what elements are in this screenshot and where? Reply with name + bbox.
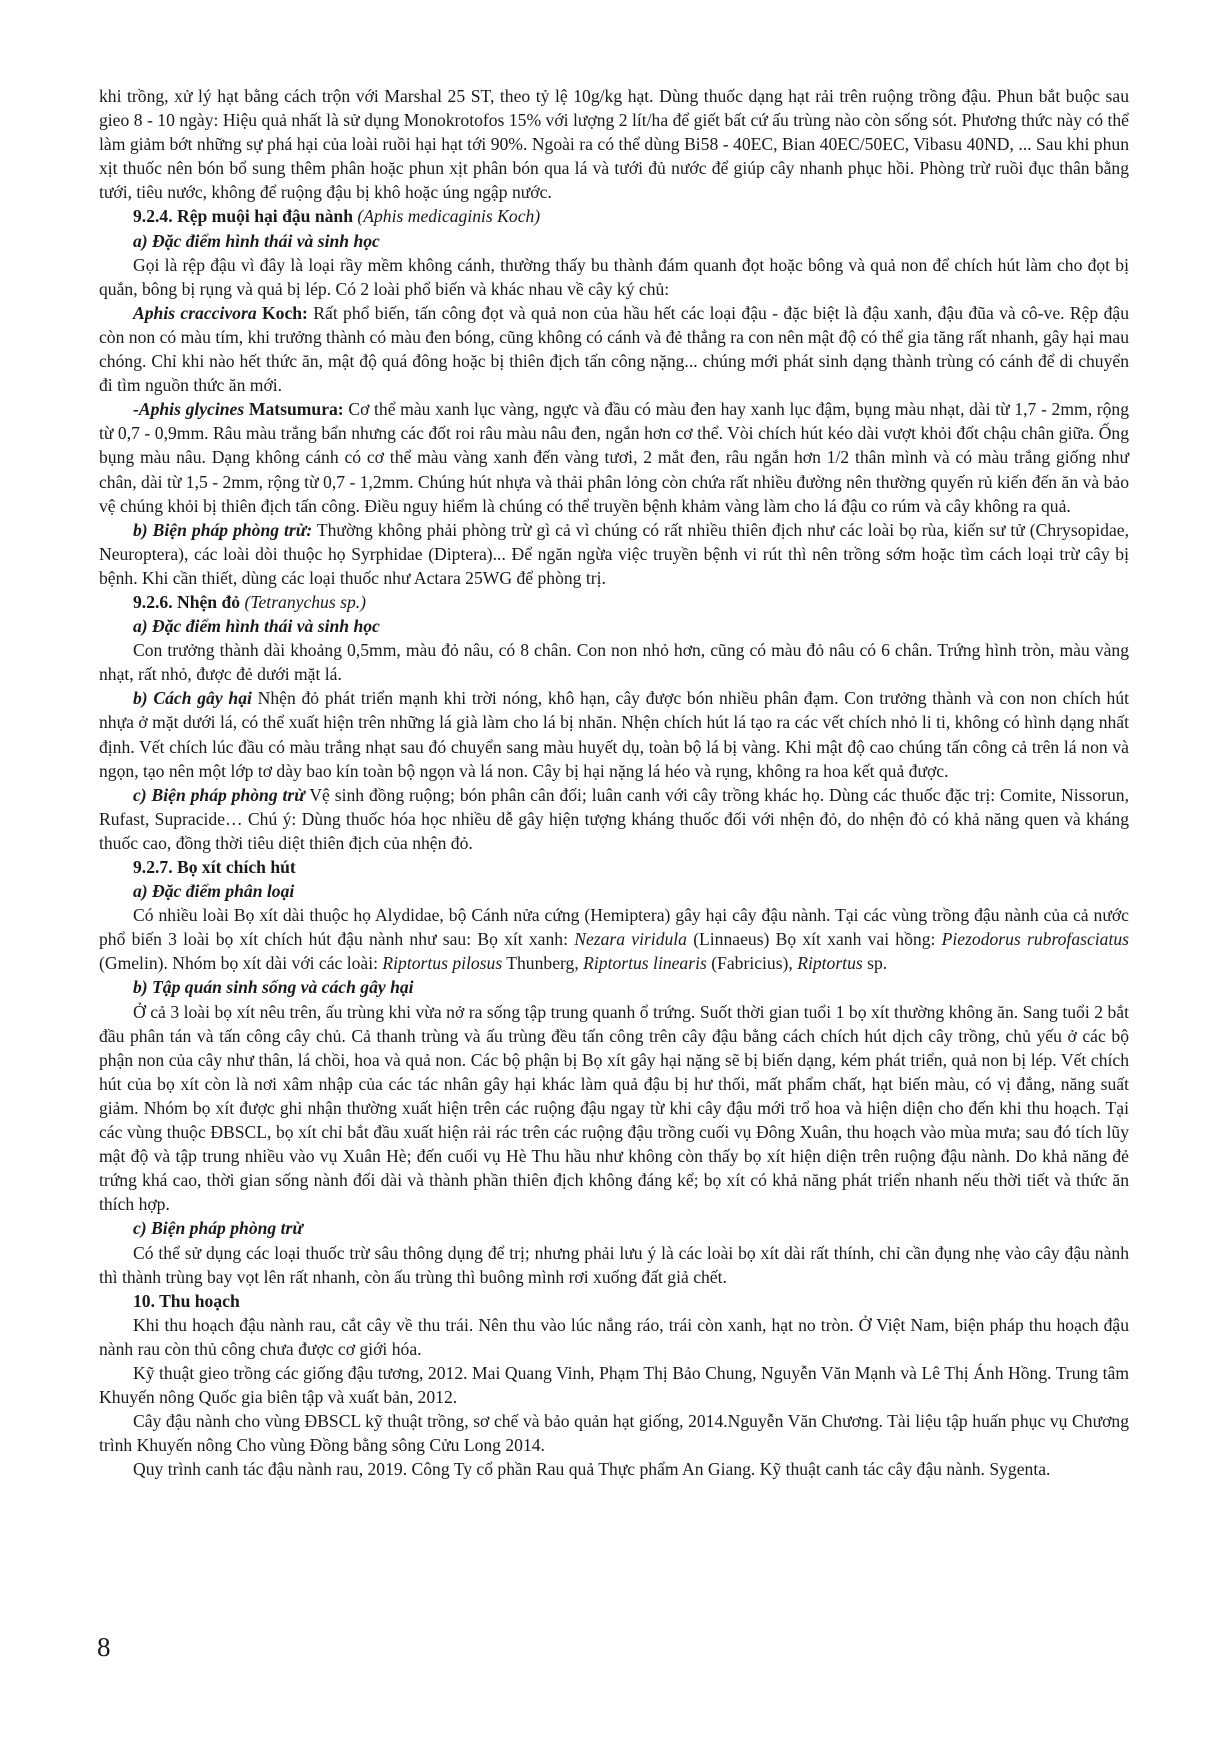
paragraph-lead: b) Cách gây hại	[133, 688, 252, 709]
reference-item: Quy trình canh tác đậu nành rau, 2019. Công Ty cổ phần Rau quả Thực phẩm An Giang. Kỹ thuật canh tác cây đậu nành. Sygenta.	[133, 1459, 1051, 1480]
reference-item: Kỹ thuật gieo trồng các giống đậu tương, 2012. Mai Quang Vinh, Phạm Thị Bảo Chung, Nguyễn Văn Mạnh và Lê Thị Ánh Hồng. Trung tâm Khuyến nông Quốc gia biên tập và xuất bản, 2012.	[99, 1362, 1129, 1408]
control-paragraph	[99, 783, 1129, 855]
species-name: -Aphis glycines	[133, 399, 245, 420]
subsection-title: c) Biện pháp phòng trừ	[133, 1218, 303, 1239]
section-heading-10: 10. Thu hoạch	[133, 1290, 240, 1311]
intro-paragraph: khi trồng, xử lý hạt bằng cách trộn với Marshal 25 ST, theo tỷ lệ 10g/kg hạt. Dùng thuốc dạng hạt rải trên ruộng trồng đậu. Phun bắt buộc sau gieo 8 - 10 ngày: Hiệu quả nhất là sử dụng Monokrotofos 15% với lượng 2 lít/ha để giết bất cứ ấu trùng nào còn sống sót. Phương thức này có thể làm giảm bớt những sự phá hại của loài ruồi hại hạt tới 90%. Ngoài ra có thể dùng Bi58 - 40EC, Bian 40EC/50EC, Vibasu 40ND, ... Sau khi phun xịt thuốc nên bón bổ sung thêm phân hoặc phun xịt phân bón qua lá và tưới đủ nước để giúp cây nhanh phục hồi. Phòng trừ ruồi đục thân bằng tưới, tiêu nước, không để ruộng đậu bị khô hoặc úng ngập nước.	[99, 86, 1129, 203]
body-paragraph: Con trưởng thành dài khoảng 0,5mm, màu đỏ nâu, có 8 chân. Con non nhỏ hơn, cũng có màu đỏ nâu có 6 chân. Trứng hình tròn, màu vàng nhạt, rất nhỏ, được đẻ dưới mặt lá.	[99, 640, 1129, 685]
body-paragraph: Có thể sử dụng các loại thuốc trừ sâu thông dụng để trị; nhưng phải lưu ý là các loài bọ xít dài rất thính, chỉ cần đụng nhẹ vào cây đậu nành thì thành trùng bay vọt lên rất nhanh, còn ấu trùng thì buông mình rơi xuống đất giả chết.	[99, 1242, 1129, 1287]
page-number: 8	[97, 1632, 111, 1662]
section-heading-9-2-7: 9.2.7. Bọ xít chích hút	[133, 857, 296, 877]
subsection-title: b) Tập quán sinh sống và cách gây hại	[133, 977, 414, 998]
paragraph-lead: c) Biện pháp phòng trừ	[133, 784, 305, 805]
species-text: Rất phổ biến, tấn công đọt và quả non của hầu hết các loại đậu - đặc biệt là đậu xanh, đậu đũa và cô-ve. Rệp đậu còn non có màu tím, khi trưởng thành có màu đen bóng, cũng không có cánh và đẻ thẳng ra con nên mật độ có thể gia tăng rất nhanh, gây hại mau chóng. Chỉ khi nào hết thức ăn, mật độ quá đông hoặc bị thiên địch tấn công nặng... chúng mới phát sinh dạng thành trùng có cánh để di chuyển đi tìm nguồn thức ăn mới.	[99, 302, 1129, 396]
text-run: Có nhiều loài Bọ xít dài thuộc họ Alydidae, bộ Cánh nửa cứng (Hemiptera) gây hại cây đậu nành. Tại các vùng trồng đậu nành của cả nước phổ biến 3 loài bọ xít chích hút đậu nành như sau: Bọ xít xanh:	[99, 905, 1129, 950]
body-paragraph: Khi thu hoạch đậu nành rau, cắt cây về thu trái. Nên thu vào lúc nắng ráo, trái còn xanh, hạt no tròn. Ở Việt Nam, biện pháp thu hoạch đậu nành rau còn thủ công chưa được cơ giới hóa.	[99, 1314, 1129, 1359]
scientific-name: Riptortus linearis	[583, 953, 707, 974]
species-author: Matsumura:	[244, 399, 344, 420]
text-run: (Gmelin). Nhóm bọ xít dài với các loài:	[99, 953, 383, 974]
paragraph-text: Vệ sinh đồng ruộng; bón phân cân đối; luân canh với cây trồng khác họ. Dùng các thuốc đặc trị: Comite, Nissorun, Rufast, Supracide… Chú ý: Dùng thuốc hóa học nhiều dễ gây hiện tượng kháng thuốc đối với nhện đỏ, do nhện đỏ có khả năng quen và kháng thuốc cao, đồng thời tiêu diệt thiên địch của nhện đỏ.	[99, 784, 1129, 853]
reference-item: Cây đậu nành cho vùng ĐBSCL kỹ thuật trồng, sơ chế và bảo quản hạt giống, 2014.Nguyễn Văn Chương. Tài liệu tập huấn phục vụ Chương trình Khuyến nông Cho vùng Đồng bằng sông Cửu Long 2014.	[99, 1411, 1129, 1456]
subsection-title: a) Đặc điểm hình thái và sinh học	[133, 616, 380, 637]
species-paragraph	[99, 397, 1129, 517]
classification-paragraph	[99, 903, 1129, 975]
species-paragraph	[99, 301, 1129, 397]
scientific-name: Riptortus pilosus	[382, 953, 503, 974]
scientific-name: (Aphis medicaginis Koch)	[357, 206, 541, 227]
subsection-title: a) Đặc điểm hình thái và sinh học	[133, 230, 380, 251]
scientific-name: Riptortus	[797, 953, 863, 974]
damage-paragraph	[99, 686, 1129, 782]
section-heading-9-2-6	[99, 590, 1129, 614]
text-run: (Fabricius),	[706, 953, 798, 974]
scientific-name: (Tetranychus sp.)	[244, 591, 366, 612]
text-run: (Linnaeus) Bọ xít xanh vai hồng:	[686, 929, 942, 950]
species-author: Koch:	[256, 302, 308, 323]
body-paragraph: Ở cả 3 loài bọ xít nêu trên, ấu trùng khi vừa nở ra sống tập trung quanh ổ trứng. Suốt thời gian tuổi 1 bọ xít thường không ăn. Sang tuổi 2 bắt đầu phân tán và tấn công cây chủ. Cả thanh trùng và ấu trùng đều tấn công trên cây đậu bằng cách chích hút dịch cây trồng, chủ yếu ở các bộ phận non của cây như thân, lá chồi, hoa và quả non. Các bộ phận bị Bọ xít gây hại nặng sẽ bị biến dạng, kém phát triển, quả non bị lép. Vết chích hút của bọ xít còn là nơi xâm nhập của các tác nhân gây hại khác làm quả đậu bị hư thối, mất phẩm chất, hạt biến màu, có vị đắng, năng suất giảm. Nhóm bọ xít được ghi nhận thường xuất hiện trên các ruộng đậu ngay từ khi cây đậu mới trổ hoa và hiện diện cho đến khi thu hoạch. Tại các vùng thuộc ĐBSCL, bọ xít chỉ bắt đầu xuất hiện rải rác trên các ruộng đậu trồng cuối vụ Đông Xuân, thu hoạch vào mùa mưa; sau đó tích lũy mật độ và tập trung nhiều vào vụ Xuân Hè; đến cuối vụ Hè Thu hầu như không còn thấy bọ xít hiện diện trên ruộng đậu nành. Do khả năng đẻ trứng khá cao, thời gian sống nành đối dài và thành phần thiên địch không đáng kể; bọ xít có khả năng phát triển nhanh nếu thời tiết và thức ăn thích hợp.	[99, 1001, 1129, 1215]
text-run: sp.	[862, 953, 888, 974]
scientific-name: Nezara viridula	[574, 929, 687, 950]
text-run: Thunberg,	[502, 953, 584, 974]
scientific-name: Piezodorus rubrofasciatus	[941, 929, 1129, 950]
section-title: 9.2.4. Rệp muội hại đậu nành	[133, 206, 353, 227]
paragraph-text: Thường không phải phòng trừ gì cả vì chúng có rất nhiều thiên địch như các loài bọ rùa, kiến sư tử (Chrysopidae, Neuroptera), các loài dòi thuộc họ Syrphidae (Diptera)... Để ngăn ngừa việc truyền bệnh vi rút thì nên trồng sớm hoặc tìm cách loại trừ cây bị bệnh. Khi cần thiết, dùng các loại thuốc như Actara 25WG để phòng trị.	[99, 519, 1129, 588]
species-name: Aphis craccivora	[133, 302, 257, 323]
section-heading-9-2-4	[99, 204, 1129, 228]
paragraph-text: Nhện đỏ phát triển mạnh khi trời nóng, khô hạn, cây được bón nhiều phân đạm. Con trưởng thành và con non chích hút nhựa ở mặt dưới lá, có thể xuất hiện trên những lá già làm cho lá bị nhăn. Nhện chích hút lá tạo ra các vết chích nhỏ li ti, không có hình dạng nhất định. Vết chích lúc đầu có màu trắng nhạt sau đó chuyển sang màu huyết dụ, toàn bộ lá bị vàng. Khi mật độ cao chúng tấn công cả trên lá non và ngọn, tạo nên một lớp tơ dày bao kín toàn bộ ngọn và lá non. Cây bị hại nặng lá héo và rụng, không ra hoa kết quả được.	[99, 688, 1129, 781]
body-paragraph: Gọi là rệp đậu vì đây là loại rầy mềm không cánh, thường thấy bu thành đám quanh đọt hoặc bông và quả non để chích hút làm cho đọt bị quắn, bông bị rụng và quả bị lép. Có 2 loài phổ biến và khác nhau về cây ký chủ:	[99, 254, 1129, 299]
reference-list	[99, 1361, 1129, 1481]
subsection-title: a) Đặc điểm phân loại	[133, 881, 295, 902]
species-text: Cơ thể màu xanh lục vàng, ngực và đầu có màu đen hay xanh lục đậm, bụng màu nhạt, dài từ 1,7 - 2mm, rộng từ 0,7 - 0,9mm. Râu màu trắng bẩn nhưng các đốt roi râu màu nâu đen, ngắn hơn cơ thể. Vòi chích hút kéo dài vượt khỏi đốt chậu chân giữa. Ống bụng màu nâu. Dạng không cánh có cơ thể màu vàng xanh đến vàng tươi, 2 mắt đen, râu ngắn hơn 1/2 thân mình và có màu trắng giống như chân, dài từ 1,5 - 2mm, rộng từ 0,7 - 1,2mm. Chúng hút nhựa và thải phân lỏng còn chứa rất nhiều đường nên thường quyến rủ kiến đến ăn và bảo vệ chúng khỏi bị thiên địch tấn công. Điều nguy hiểm là chúng có thể truyền bệnh khảm vàng làm cho lá đậu co rúm và cây không ra quả.	[99, 399, 1129, 516]
control-paragraph	[99, 518, 1129, 590]
section-title: 9.2.6. Nhện đỏ	[133, 591, 241, 612]
paragraph-lead: b) Biện pháp phòng trừ:	[133, 519, 313, 540]
